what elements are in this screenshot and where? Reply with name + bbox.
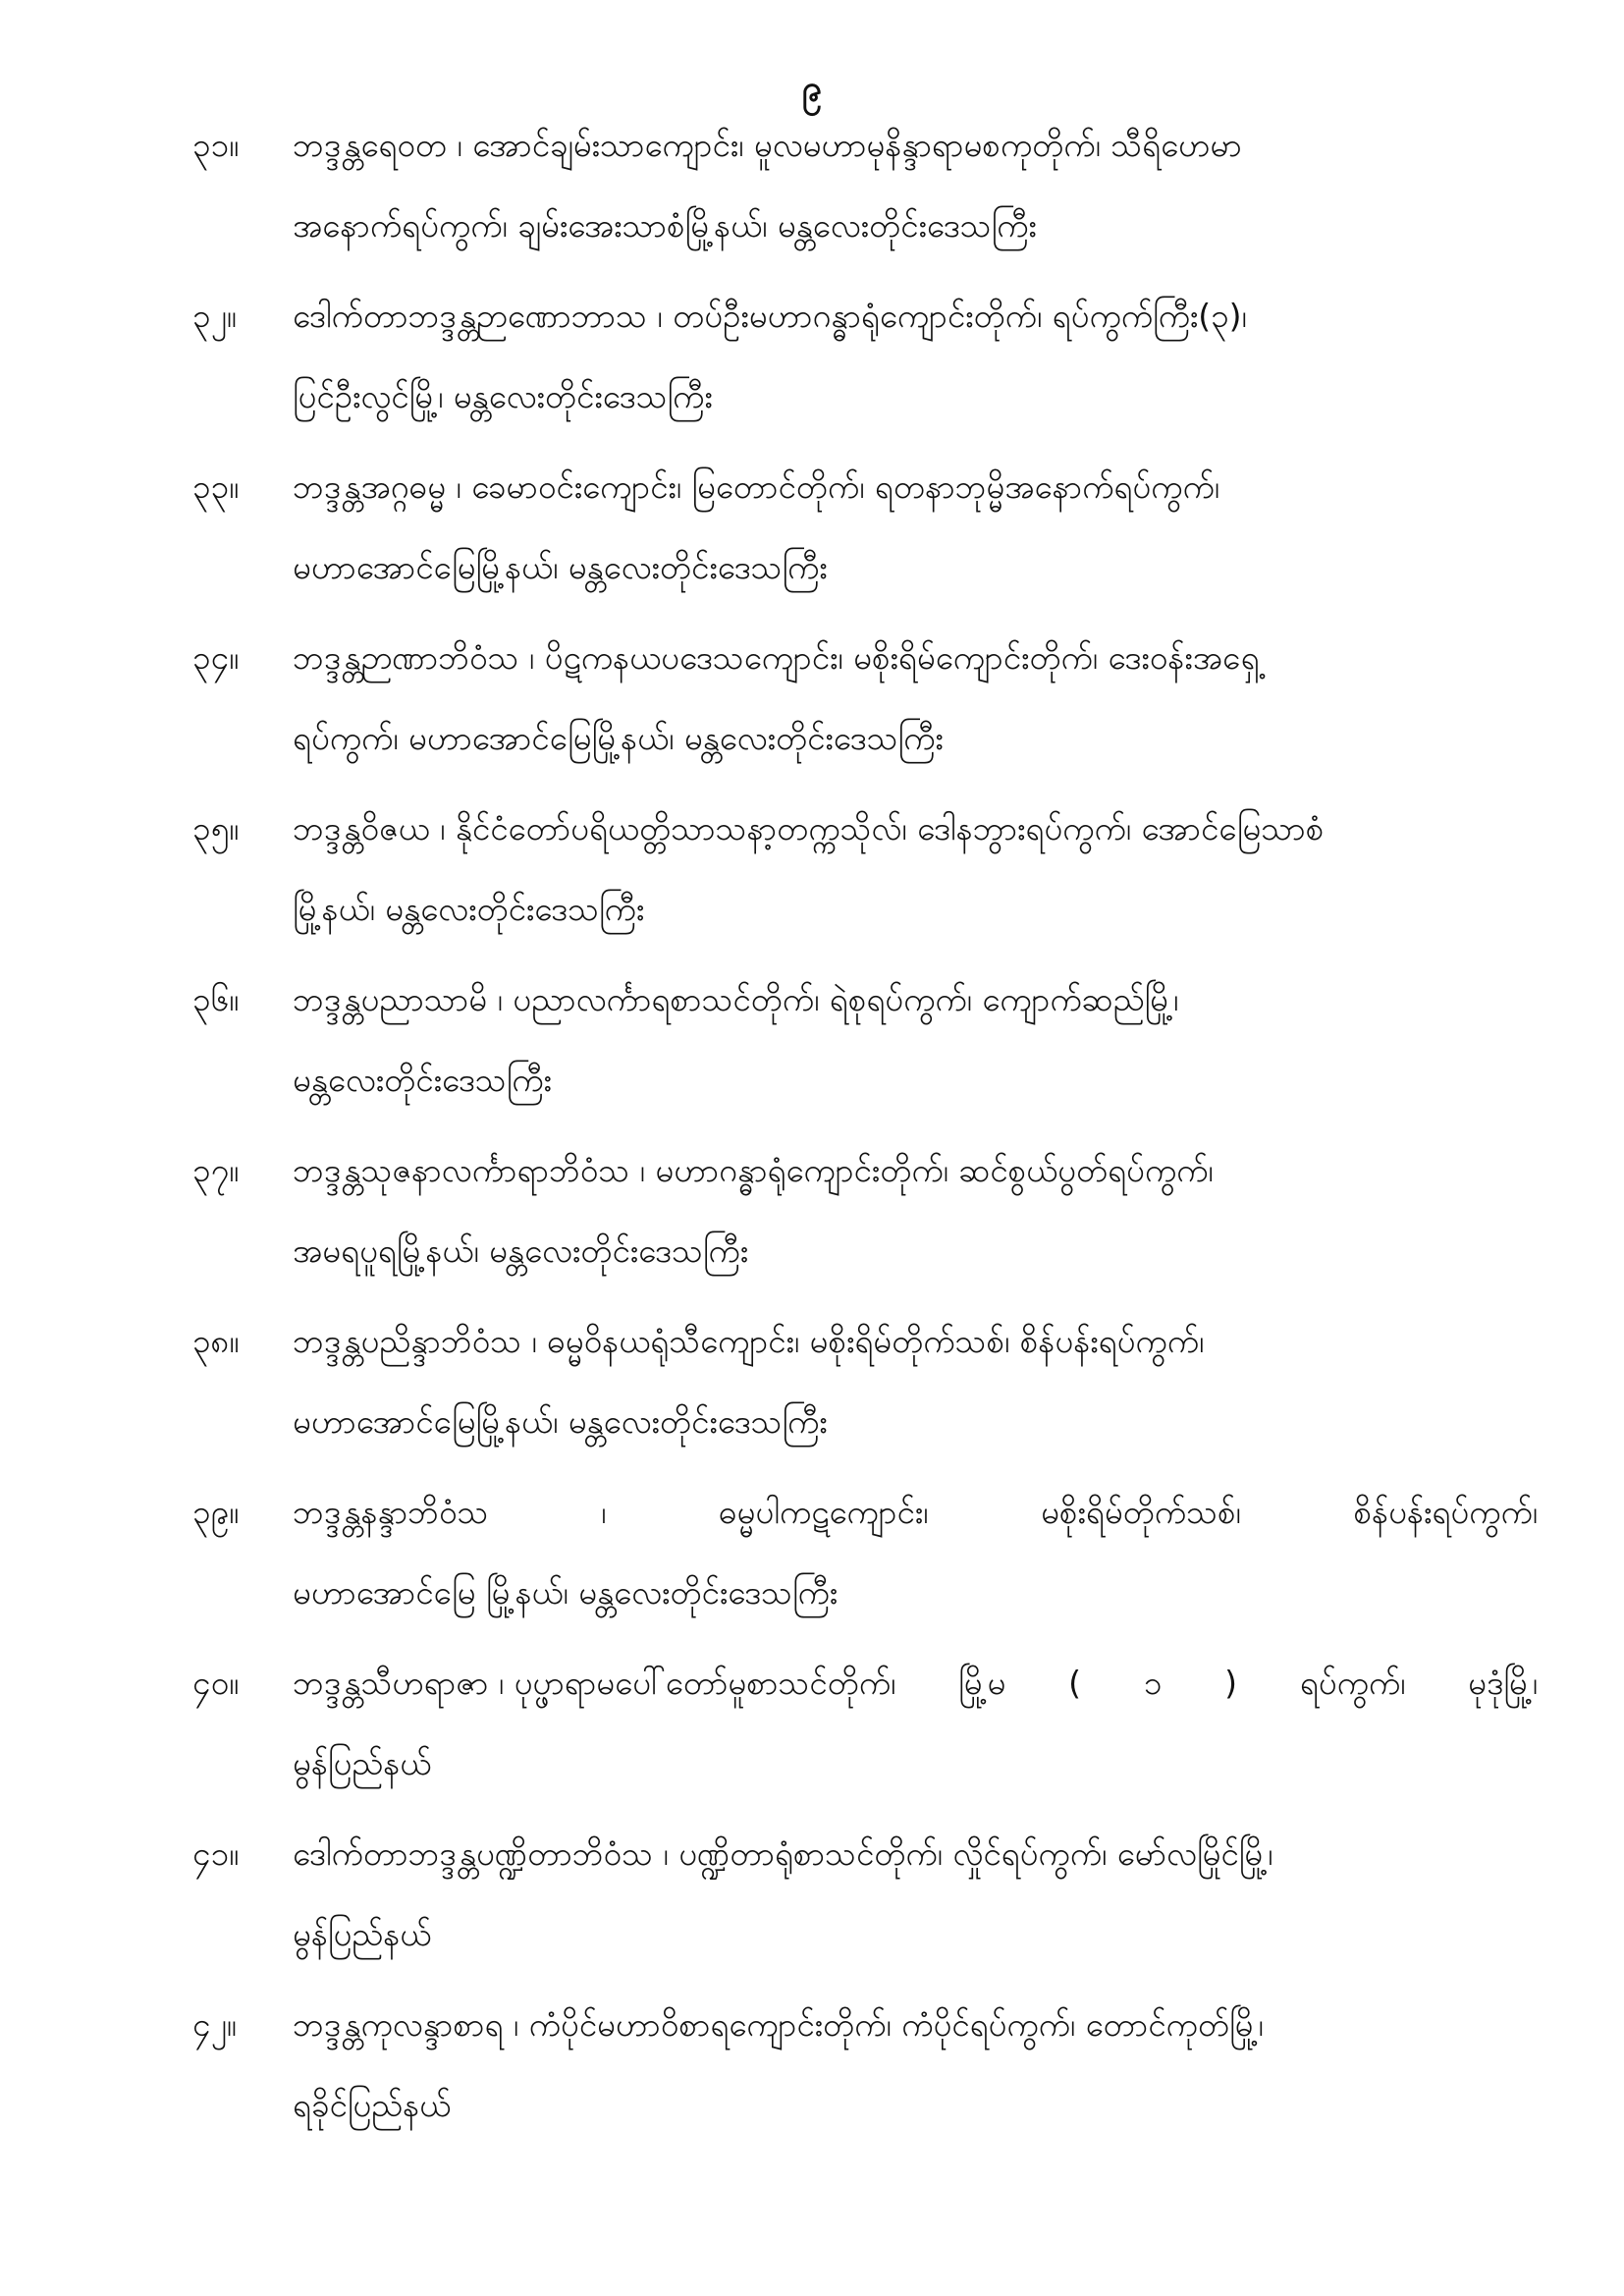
entry-number: ၃၆။ bbox=[192, 980, 240, 1018]
list-item bbox=[192, 1477, 1538, 1648]
entry-line-1: ဒေါက်တာဘဒ္ဒန္တပဏ္ဍိတာဘိဝံသ ၊ ပဏ္ဍိတာရုံစာသင်တိုက်၊ လှိုင်ရပ်ကွက်၊ မော်လမြိုင်မြို့၊ bbox=[293, 1834, 1273, 1873]
entry-segment: မစိုးရိမ်တိုက်သစ်၊ bbox=[1041, 1493, 1241, 1531]
entry-line-1: ဘဒ္ဒန္တပညာသာမိ ၊ ပညာလင်္ကာရစာသင်တိုက်၊ ရဲစုရပ်ကွက်၊ ကျောက်ဆည်မြို့၊ bbox=[293, 980, 1179, 1018]
entry-segment: ဓမ္မပါကဋကျောင်း၊ bbox=[718, 1493, 929, 1531]
entry-line-2: မွန်ပြည်နယ် bbox=[293, 1744, 432, 1782]
entry-segment: ဘဒ္ဒန္တသီဟရာဇာ ၊ ပုပ္ဖာရာမပေါ်တော်မူစာသင်တိုက်၊ bbox=[293, 1664, 896, 1702]
list-item bbox=[192, 793, 1538, 964]
entry-number: ၄၂။ bbox=[192, 2005, 237, 2044]
entry-line-2: အနောက်ရပ်ကွက်၊ ချမ်းအေးသာစံမြို့နယ်၊ မန္တလေးတိုင်းဒေသကြီး bbox=[293, 206, 1037, 245]
list-item bbox=[192, 1819, 1538, 1990]
entry-segment: ရပ်ကွက်၊ bbox=[1299, 1664, 1406, 1702]
list-item bbox=[192, 281, 1538, 452]
entry-number: ၃၄။ bbox=[192, 638, 240, 677]
entry-number: ၃၅။ bbox=[192, 809, 240, 847]
list-item bbox=[192, 452, 1538, 623]
monk-address-list bbox=[192, 110, 1538, 2160]
entry-line-1: ဘဒ္ဒန္တအဂ္ဂဓမ္မ ၊ ခေမာဝင်းကျောင်း၊ မြတောင်တိုက်၊ ရတနာဘုမ္မိအနောက်ရပ်ကွက်၊ bbox=[293, 467, 1219, 506]
list-item bbox=[192, 1990, 1538, 2160]
list-item bbox=[192, 110, 1538, 281]
entry-number: ၃၈။ bbox=[192, 1322, 240, 1360]
entry-number: ၃၇။ bbox=[192, 1151, 240, 1189]
entry-line-2: ပြင်ဦးလွင်မြို့၊ မန္တလေးတိုင်းဒေသကြီး bbox=[293, 377, 713, 415]
entry-line-2: ရပ်ကွက်၊ မဟာအောင်မြေမြို့နယ်၊ မန္တလေးတိုင်းဒေသကြီး bbox=[293, 719, 944, 757]
entry-line-2: မွန်ပြည်နယ် bbox=[293, 1915, 432, 1953]
entry-segment: ( bbox=[1068, 1664, 1082, 1702]
entry-line-2: အမရပူရမြို့နယ်၊ မန္တလေးတိုင်းဒေသကြီး bbox=[293, 1231, 749, 1270]
entry-line-2: မဟာအောင်မြေမြို့နယ်၊ မန္တလေးတိုင်းဒေသကြီး bbox=[293, 548, 828, 586]
entry-line-1: ဘဒ္ဒန္တကုလန္ဒာစာရ ၊ ကံပိုင်မဟာဝိစာရကျောင်းတိုက်၊ ကံပိုင်ရပ်ကွက်၊ တောင်ကုတ်မြို့၊ bbox=[293, 2005, 1264, 2044]
entry-segment: ၊ bbox=[601, 1493, 607, 1531]
entry-line-2: မြို့နယ်၊ မန္တလေးတိုင်းဒေသကြီး bbox=[293, 890, 645, 928]
entry-line-2: မန္တလေးတိုင်းဒေသကြီး bbox=[293, 1061, 552, 1099]
entry-number: ၄၀။ bbox=[192, 1664, 240, 1702]
entry-line-1: ဘဒ္ဒန္တရေဝတ ၊ အောင်ချမ်းသာကျောင်း၊ မူလမဟာမုနိန္ဒာရာမစကုတိုက်၊ သီရိဟေမာ bbox=[293, 126, 1242, 164]
entry-line-2: ရခိုင်ပြည်နယ် bbox=[293, 2086, 452, 2124]
entry-segment: မုဒုံမြို့၊ bbox=[1468, 1664, 1538, 1702]
entry-line-2: မဟာအောင်မြေမြို့နယ်၊ မန္တလေးတိုင်းဒေသကြီး bbox=[293, 1402, 828, 1441]
entry-line-1: ဘဒ္ဒန္တဉာဏာဘိဝံသ ၊ ပိဋကနယပဒေသကျောင်း၊ မစိုးရိမ်ကျောင်းတိုက်၊ ဒေးဝန်းအရှေ့ bbox=[293, 638, 1260, 677]
list-item bbox=[192, 1135, 1538, 1306]
list-item bbox=[192, 1306, 1538, 1477]
list-item bbox=[192, 623, 1538, 793]
entry-number: ၃၁။ bbox=[192, 126, 240, 164]
page-number: ၉ bbox=[801, 69, 823, 109]
entry-line-1: ဘဒ္ဒန္တဝိဇယ ၊ နိုင်ငံတော်ပရိယတ္တိသာသနာ့တက္ကသိုလ်၊ ဒေါနဘွားရပ်ကွက်၊ အောင်မြေသာစံ bbox=[293, 809, 1325, 847]
entry-number: ၄၁။ bbox=[192, 1834, 240, 1873]
entry-segment: ဘဒ္ဒန္တနန္ဒာဘိဝံသ bbox=[293, 1493, 489, 1531]
entry-line-2: မဟာအောင်မြေ မြို့နယ်၊ မန္တလေးတိုင်းဒေသကြီး bbox=[293, 1573, 839, 1612]
entry-line-1: ဒေါက်တာဘဒ္ဒန္တဉာဏောဘာသ ၊ တပ်ဦးမဟာဂန္ဓာရုံကျောင်းတိုက်၊ ရပ်ကွက်ကြီး(၃)၊ bbox=[293, 297, 1247, 335]
list-item bbox=[192, 964, 1538, 1135]
entry-line-1 bbox=[293, 1477, 1538, 1563]
entry-number: ၃၉။ bbox=[192, 1493, 240, 1531]
entry-line-1: ဘဒ္ဒန္တပညိန္ဒာဘိဝံသ ၊ ဓမ္မဝိနယရုံသီကျောင်း၊ မစိုးရိမ်တိုက်သစ်၊ စိန်ပန်းရပ်ကွက်၊ bbox=[293, 1322, 1205, 1360]
entry-number: ၃၃။ bbox=[192, 467, 240, 506]
entry-line-1 bbox=[293, 1648, 1538, 1734]
entry-segment: စိန်ပန်းရပ်ကွက်၊ bbox=[1353, 1493, 1538, 1531]
entry-number: ၃၂။ bbox=[192, 297, 237, 335]
entry-segment: ) bbox=[1224, 1664, 1238, 1702]
entry-line-1: ဘဒ္ဒန္တသုဇနာလင်္ကာရာဘိဝံသ ၊ မဟာဂန္ဓာရုံကျောင်းတိုက်၊ ဆင်စွယ်ပွတ်ရပ်ကွက်၊ bbox=[293, 1151, 1214, 1189]
entry-segment: မြို့မ bbox=[958, 1664, 1006, 1702]
list-item bbox=[192, 1648, 1538, 1819]
entry-segment: ၁ bbox=[1143, 1664, 1163, 1702]
